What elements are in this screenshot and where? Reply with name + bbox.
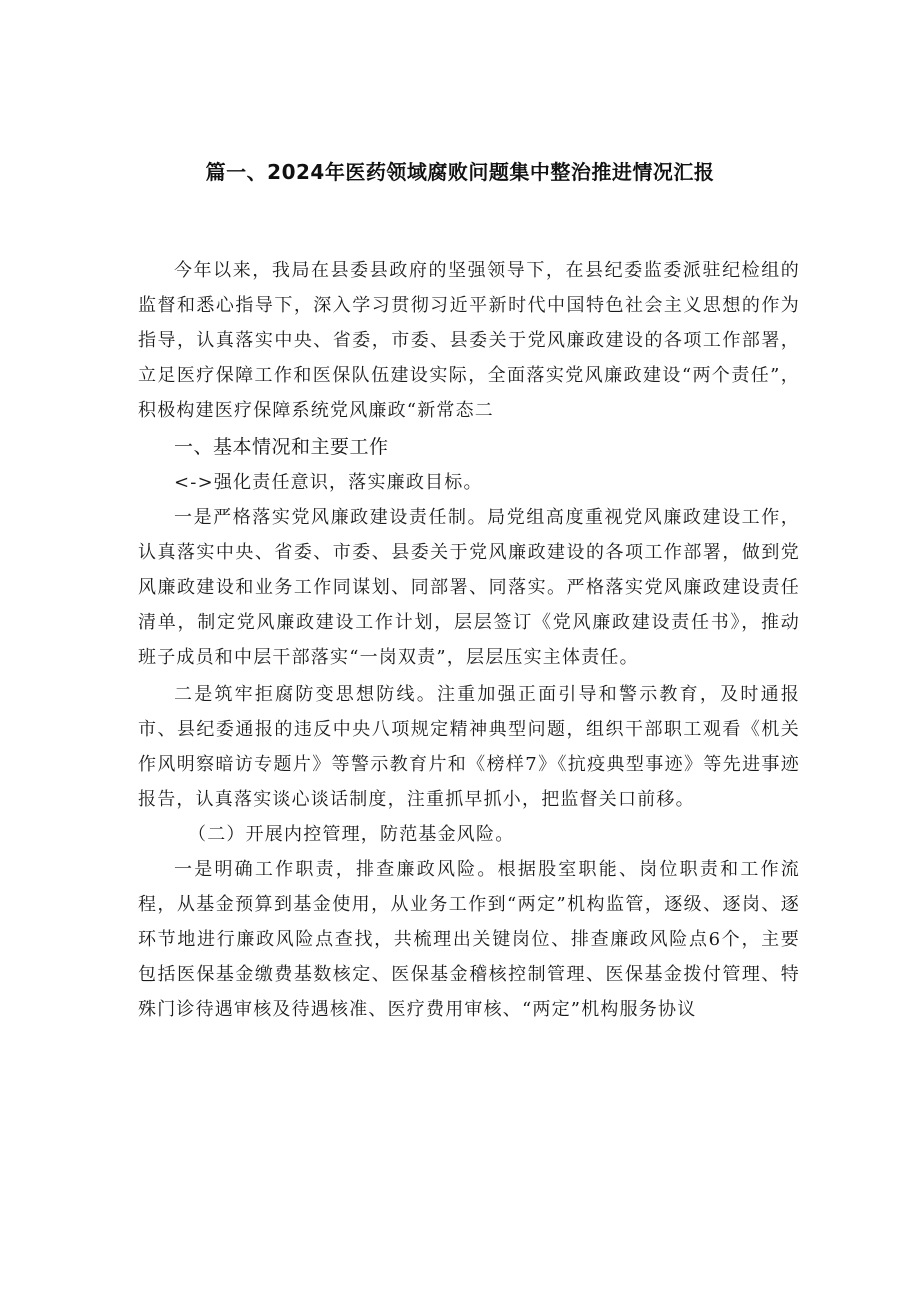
intro-paragraph: 今年以来，我局在县委县政府的坚强领导下，在县纪委监委派驻纪检组的监督和悉心指导下，深入学习贯彻习近平新时代中国特色社会主义思想的作为指导，认真落实中央、省委，市委、县委关于党风廉政建设的各项工作部署，立足医疗保障工作和医保队伍建设实际，全面落实党风廉政建设“两个责任”，积极构建医疗保障系统党风廉政“新常态二 [138, 260, 800, 421]
subsection-heading-internal-control: （二）开展内控管理，防范基金风险。 [188, 824, 515, 845]
document-title: 篇一、2024年医药领域腐败问题集中整治推进情况汇报 [205, 160, 715, 184]
section-heading-basic-situation: 一、基本情况和主要工作 [174, 436, 389, 458]
paragraph-ideological-defense: 二是筑牢拒腐防变思想防线。注重加强正面引导和警示教育，及时通报市、县纪委通报的违反中央八项规定精神典型问题，组织干部职工观看《机关作风明察暗访专题片》等警示教育片和《榜样7》《抗疫典型事迹》等先进事迹报告，认真落实谈心谈话制度，注重抓早抓小，把监督关口前移。 [138, 684, 800, 810]
paragraph-responsibility-system: 一是严格落实党风廉政建设责任制。局党组高度重视党风廉政建设工作，认真落实中央、省委、市委、县委关于党风廉政建设的各项工作部署，做到党风廉政建设和业务工作同谋划、同部署、同落实。严格落实党风廉政建设责任清单，制定党风廉政建设工作计划，层层签订《党风廉政建设责任书》，推动班子成员和中层干部落实“一岗双责”，层层压实主体责任。 [138, 507, 800, 668]
document-body [138, 253, 800, 1027]
paragraph-risk-investigation: 一是明确工作职责，排查廉政风险。根据股室职能、岗位职责和工作流程，从基金预算到基金使用，从业务工作到“两定”机构监管，逐级、逐岗、逐环节地进行廉政风险点查找，共梳理出关键岗位、排查廉政风险点6个，主要包括医保基金缴费基数核定、医保基金稽核控制管理、医保基金拨付管理、特殊门诊待遇审核及待遇核准、医疗费用审核、“两定”机构服务协议 [138, 859, 800, 1020]
subsection-heading-responsibility: <->强化责任意识，落实廉政目标。 [174, 472, 483, 493]
